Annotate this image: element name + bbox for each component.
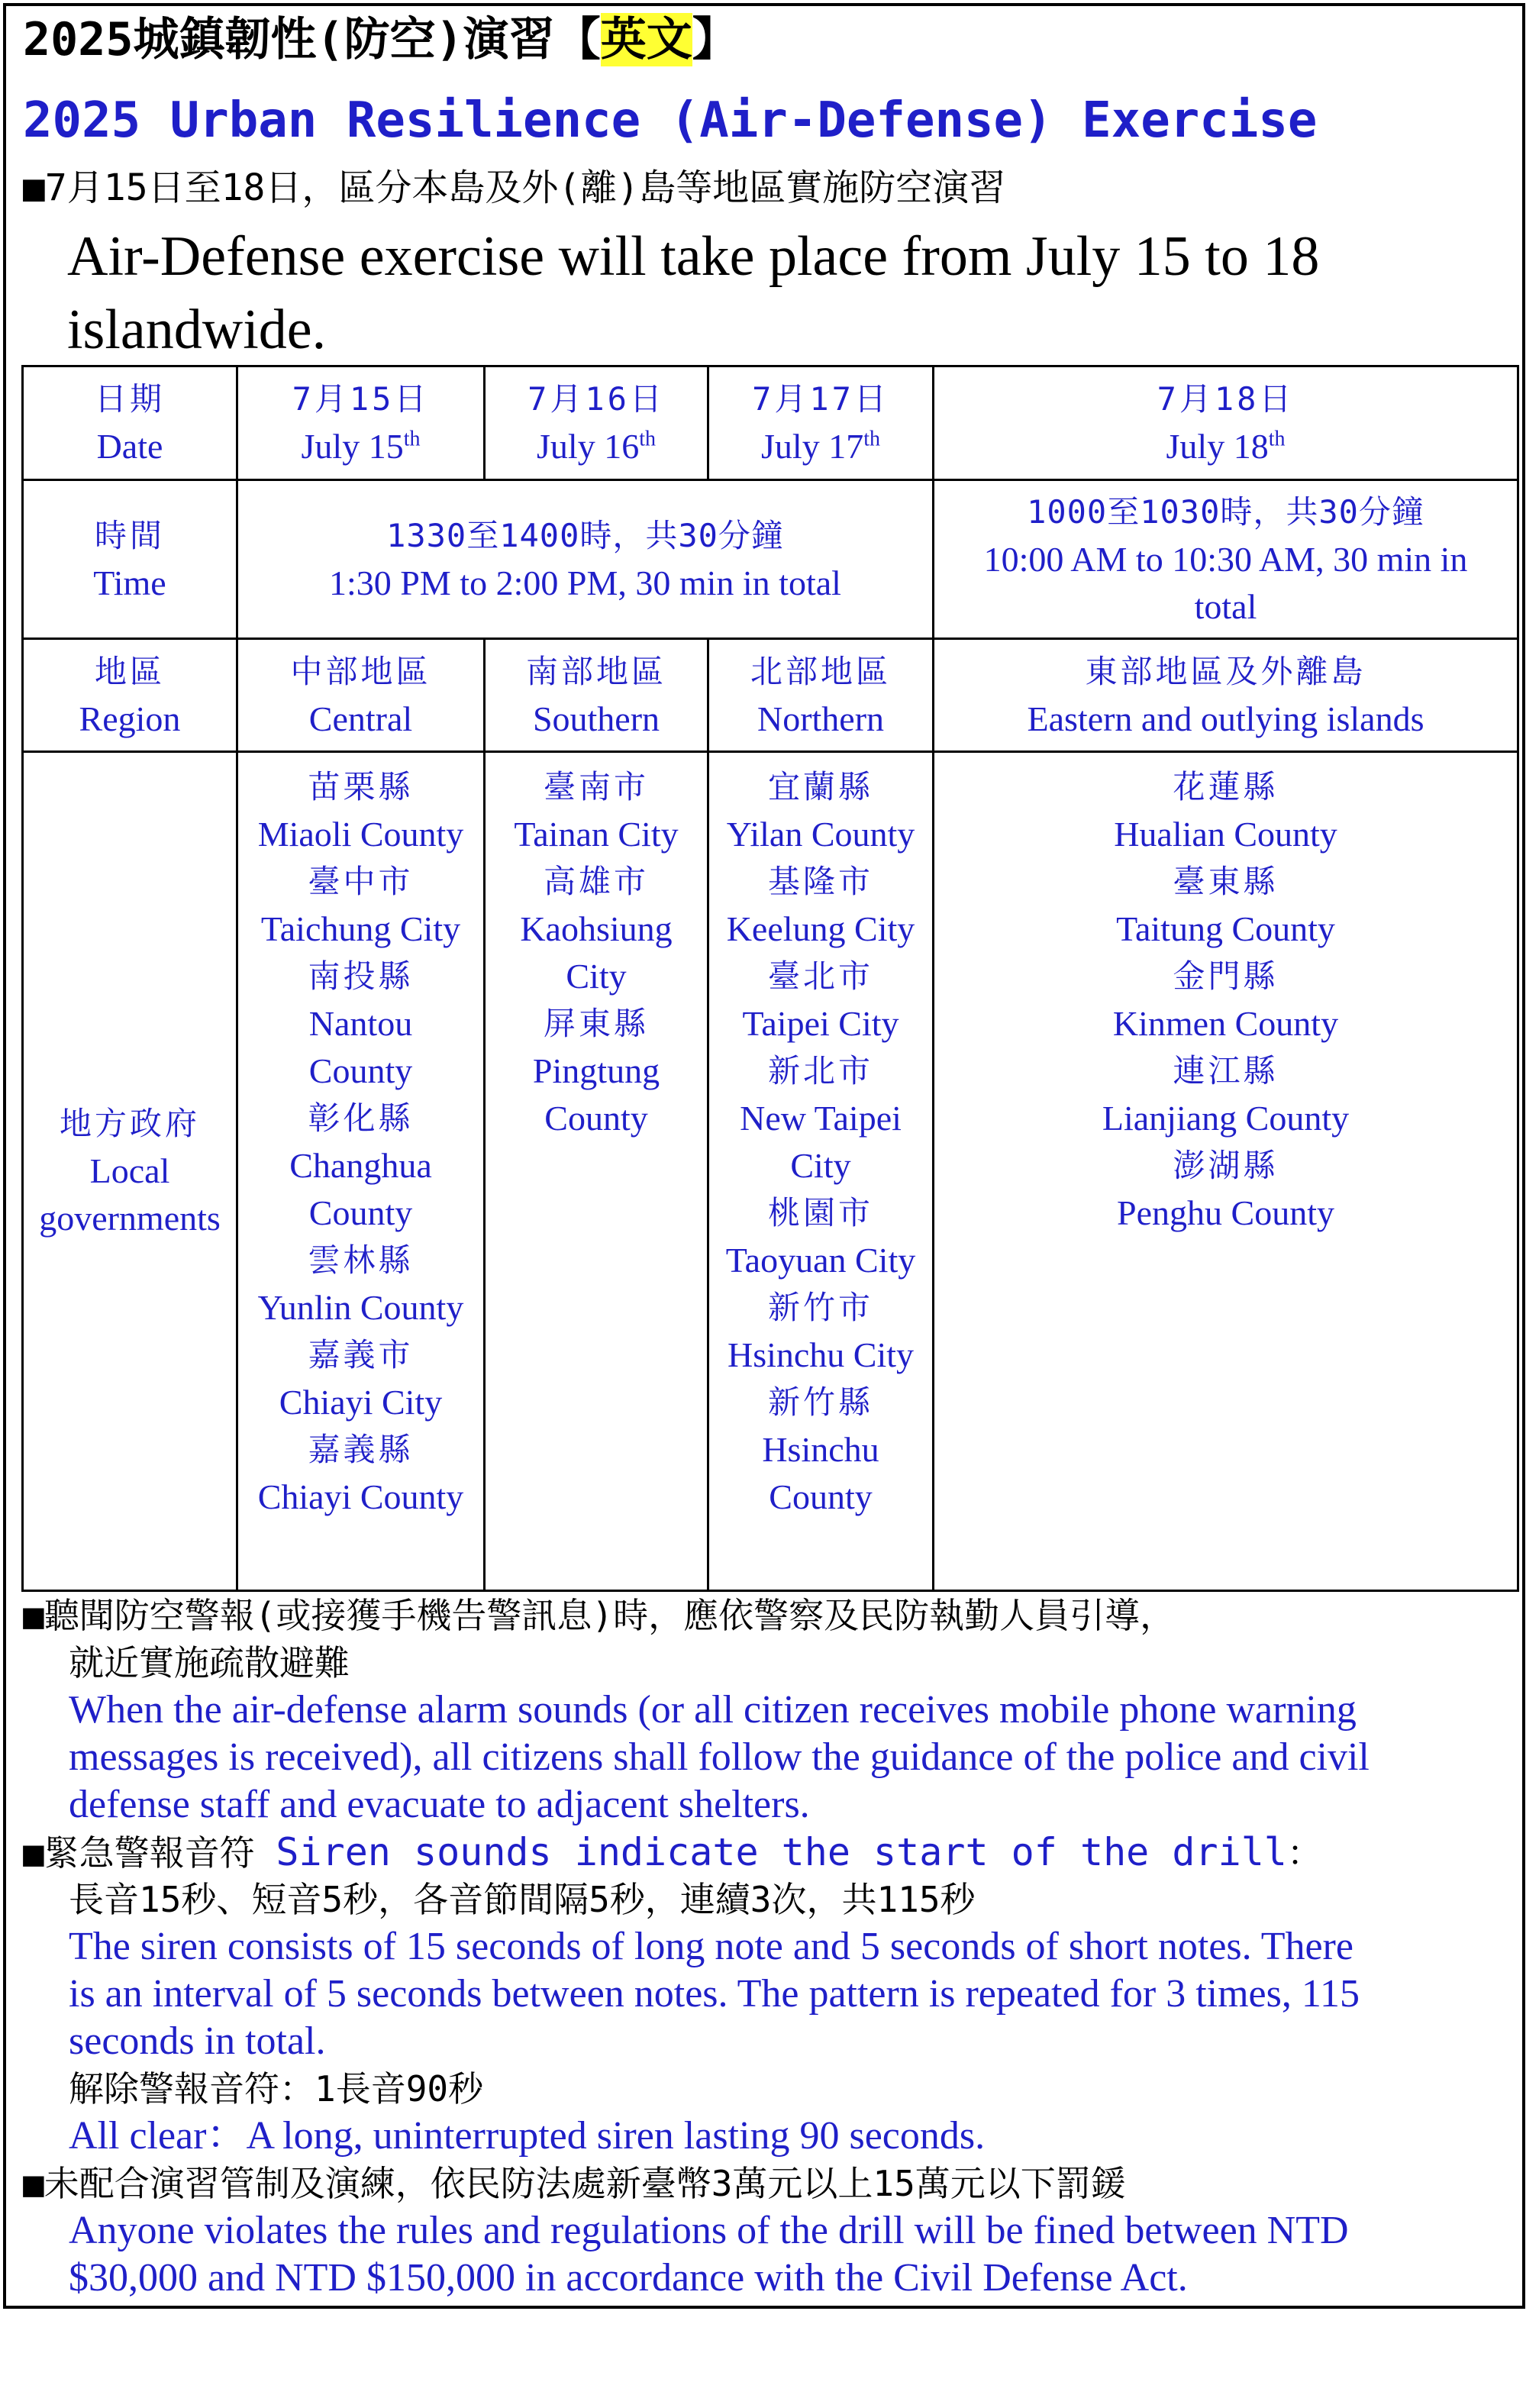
county-name-en: Taipei City	[742, 1004, 899, 1043]
county-name-zh: 嘉義市	[308, 1336, 414, 1373]
date-july-15	[238, 367, 483, 479]
county-name-en: City	[566, 957, 627, 996]
county-name-zh: 宜蘭縣	[767, 768, 873, 805]
note3-zh: 解除警報音符：1長音90秒	[69, 2068, 484, 2109]
header-time	[24, 481, 236, 638]
county-name-en: County	[308, 1193, 413, 1232]
county-name-zh: 高雄市	[543, 863, 649, 900]
county-name-en: Yilan County	[726, 815, 915, 854]
header-local-governments	[24, 753, 236, 1590]
county-name-en: Penghu County	[1117, 1193, 1334, 1232]
time-en-line1: 10:00 AM to 10:30 AM, 30 min in	[983, 539, 1468, 579]
header-gov-en-line2: governments	[39, 1199, 221, 1238]
time-en-line2: total	[1194, 586, 1257, 626]
region-en: Southern	[532, 699, 660, 738]
county-name-zh: 新北市	[767, 1052, 873, 1089]
note4-en-line1: Anyone violates the rules and regulations of the drill will be fined between NTD	[69, 2209, 1349, 2252]
time-zh: 1330至1400時，共30分鐘	[386, 516, 784, 554]
county-name-zh: 桃園市	[767, 1194, 873, 1231]
county-name-zh: 花蓮縣	[1173, 768, 1279, 805]
date-july-18	[934, 367, 1517, 479]
gov-list-northern	[709, 763, 932, 1521]
note1-en-line1: When the air-defense alarm sounds (or all citizen receives mobile phone warning	[69, 1688, 1357, 1732]
county-name-en: Tainan City	[514, 815, 679, 854]
date-en: July 17th	[761, 427, 880, 466]
note2-en-line3: seconds in total.	[69, 2019, 326, 2063]
county-name-en: Chiayi City	[279, 1383, 443, 1422]
row-divider	[21, 750, 1519, 753]
note2-heading	[23, 1829, 1322, 1877]
county-name-en: Taoyuan City	[725, 1241, 916, 1280]
region-zh: 南部地區	[525, 652, 666, 690]
region-en: Central	[308, 699, 413, 738]
date-zh: 7月16日	[528, 380, 665, 418]
county-name-en: County	[308, 1051, 413, 1090]
header-date-en: Date	[96, 427, 163, 466]
region-zh: 中部地區	[290, 652, 431, 690]
date-zh: 7月15日	[292, 380, 430, 418]
gov-list-southern	[486, 763, 707, 1142]
note1-en-line2: messages is received), all citizens shall follow the guidance of the police and civil	[69, 1735, 1370, 1779]
time-afternoon	[238, 481, 932, 638]
note1-zh-line1: ■聽聞防空警報(或接獲手機告警訊息)時，應依警察及民防執勤人員引導，	[23, 1595, 1176, 1636]
date-en: July 18th	[1166, 427, 1286, 466]
col-divider	[1517, 365, 1519, 1592]
region-southern	[486, 640, 707, 750]
date-july-17	[709, 367, 932, 479]
title-chinese-end: 】	[692, 13, 738, 66]
header-gov-en-line1: Local	[89, 1151, 170, 1190]
county-name-en: Hsinchu	[762, 1430, 879, 1469]
county-name-zh: 臺中市	[308, 863, 414, 900]
intro-chinese: ■7月15日至18日，區分本島及外(離)島等地區實施防空演習	[23, 166, 1006, 209]
county-name-zh: 臺南市	[543, 768, 649, 805]
county-name-en: County	[544, 1099, 648, 1138]
note2-heading-colon: ：	[1286, 1832, 1322, 1874]
county-name-en: Miaoli County	[257, 815, 464, 854]
header-time-zh: 時間	[94, 516, 165, 554]
date-zh: 7月18日	[1157, 380, 1295, 418]
county-name-en: City	[790, 1146, 851, 1185]
county-name-en: Changhua	[289, 1146, 432, 1185]
date-en: July 15th	[301, 427, 421, 466]
region-en: Eastern and outlying islands	[1027, 699, 1424, 738]
note2-heading-zh: ■緊急警報音符	[23, 1832, 276, 1874]
intro-english-line2: islandwide.	[67, 299, 327, 361]
title-chinese-text: 2025城鎮韌性(防空)演習【	[23, 13, 601, 66]
header-date	[24, 367, 236, 479]
header-time-en: Time	[93, 563, 166, 602]
county-name-en: New Taipei	[740, 1099, 902, 1138]
county-name-zh: 臺北市	[767, 957, 873, 995]
note2-zh-line2: 長音15秒、短音5秒，各音節間隔5秒，連續3次，共115秒	[69, 1879, 976, 1920]
county-name-zh: 彰化縣	[308, 1099, 414, 1137]
header-region-zh: 地區	[94, 652, 165, 690]
note3-en: All clear：A long, uninterrupted siren lasting 90 seconds.	[69, 2114, 986, 2158]
title-english: 2025 Urban Resilience (Air-Defense) Exercise	[23, 92, 1318, 149]
region-zh: 北部地區	[750, 652, 891, 690]
county-name-zh: 臺東縣	[1173, 863, 1279, 900]
county-name-en: Nantou	[308, 1004, 413, 1043]
county-name-zh: 連江縣	[1173, 1052, 1279, 1089]
title-chinese	[23, 9, 738, 70]
note2-en-line1: The siren consists of 15 seconds of long note and 5 seconds of short notes. There	[69, 1925, 1353, 1968]
county-name-zh: 苗栗縣	[308, 768, 414, 805]
intro-english-line1: Air-Defense exercise will take place from July 15 to 18	[67, 225, 1320, 288]
note2-heading-en: Siren sounds indicate the start of the drill	[276, 1830, 1287, 1874]
date-zh: 7月17日	[752, 380, 889, 418]
county-name-zh: 南投縣	[308, 957, 414, 995]
county-name-zh: 澎湖縣	[1173, 1147, 1279, 1184]
header-date-zh: 日期	[94, 380, 165, 418]
county-name-en: Yunlin County	[257, 1288, 464, 1327]
county-name-en: Taitung County	[1116, 909, 1335, 948]
note2-en-line2: is an interval of 5 seconds between notes. The pattern is repeated for 3 times, 115	[69, 1972, 1360, 2016]
header-gov-zh: 地方政府	[59, 1105, 200, 1142]
time-en: 1:30 PM to 2:00 PM, 30 min in total	[329, 563, 841, 602]
header-region-en: Region	[79, 699, 181, 738]
county-name-en: Hualian County	[1114, 815, 1337, 854]
region-central	[238, 640, 483, 750]
county-name-zh: 金門縣	[1173, 957, 1279, 995]
time-morning	[934, 481, 1517, 638]
region-zh: 東部地區及外離島	[1085, 652, 1366, 690]
county-name-en: County	[769, 1477, 873, 1516]
county-name-zh: 嘉義縣	[308, 1431, 414, 1468]
county-name-en: Hsinchu City	[727, 1335, 915, 1374]
county-name-en: Taichung City	[260, 909, 461, 948]
time-zh: 1000至1030時，共30分鐘	[1027, 492, 1424, 531]
date-en: July 16th	[537, 427, 656, 466]
header-region	[24, 640, 236, 750]
county-name-zh: 屏東縣	[543, 1005, 649, 1042]
region-en: Northern	[757, 699, 885, 738]
gov-list-eastern	[934, 763, 1517, 1237]
county-name-zh: 雲林縣	[308, 1241, 414, 1279]
county-name-en: Pingtung	[532, 1051, 660, 1090]
county-name-en: Chiayi County	[257, 1477, 464, 1516]
note4-en-line2: $30,000 and NTD $150,000 in accordance with the Civil Defense Act.	[69, 2256, 1188, 2300]
county-name-en: Kinmen County	[1112, 1004, 1339, 1043]
region-eastern	[934, 640, 1517, 750]
note4-zh: ■未配合演習管制及演練，依民防法處新臺幣3萬元以上15萬元以下罰鍰	[23, 2163, 1126, 2204]
county-name-en: Kaohsiung	[520, 909, 673, 948]
county-name-en: Lianjiang County	[1102, 1099, 1350, 1138]
county-name-zh: 新竹縣	[767, 1383, 873, 1421]
county-name-zh: 基隆市	[767, 863, 873, 900]
title-highlight: 英文	[600, 13, 692, 66]
note1-en-line3: defense staff and evacuate to adjacent shelters.	[69, 1783, 810, 1826]
date-july-16	[486, 367, 707, 479]
county-name-en: Keelung City	[726, 909, 915, 948]
note1-zh-line2: 就近實施疏散避難	[69, 1642, 350, 1683]
county-name-zh: 新竹市	[767, 1289, 873, 1326]
region-northern	[709, 640, 932, 750]
gov-list-central	[238, 763, 483, 1521]
